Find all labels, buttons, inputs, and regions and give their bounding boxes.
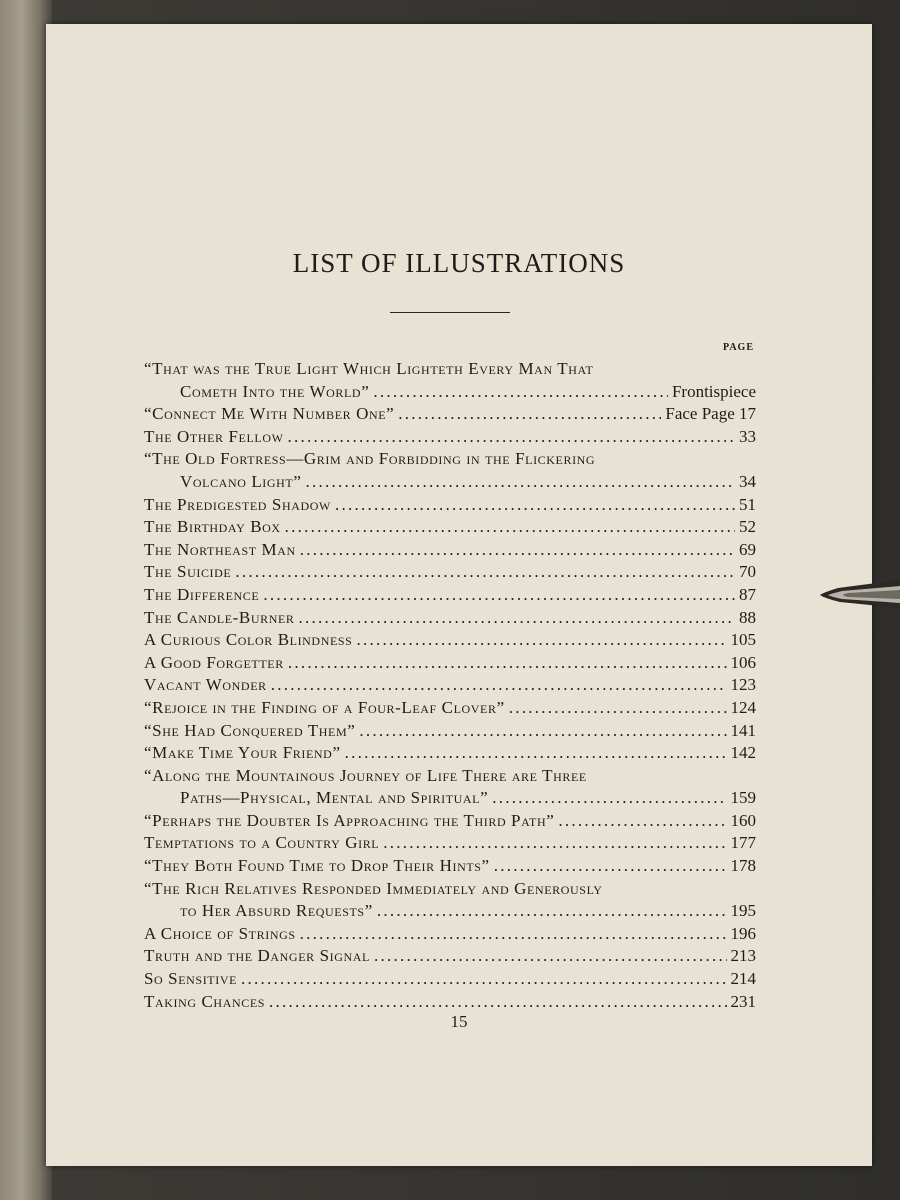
illustration-entry	[144, 426, 756, 449]
illustration-page: 142	[730, 743, 756, 763]
page-column-label: PAGE	[722, 342, 754, 353]
illustrations-list	[144, 358, 756, 1013]
illustration-title: “The Rich Relatives Responded Immediately and Generously	[144, 878, 603, 898]
illustration-entry	[144, 516, 756, 539]
illustration-title: “Perhaps the Doubter Is Approaching the Third Path”	[144, 810, 555, 830]
illustration-title: “That was the True Light Which Lighteth Every Man That	[144, 359, 594, 378]
illustration-title: A Good Forgetter	[144, 652, 284, 672]
illustration-page: 159	[730, 788, 756, 808]
illustration-entry	[144, 720, 756, 743]
dot-leader	[288, 426, 735, 449]
illustration-entry	[144, 832, 756, 855]
illustration-page: 124	[730, 697, 756, 717]
illustration-entry	[144, 810, 756, 833]
dot-leader	[359, 720, 726, 743]
book-page-edges	[0, 0, 52, 1200]
illustration-page: Face Page 17	[665, 404, 756, 424]
illustration-title: A Curious Color Blindness	[144, 630, 353, 650]
illustration-title: The Predigested Shadow	[144, 494, 331, 514]
dot-leader	[285, 516, 735, 539]
illustration-page: 33	[739, 426, 756, 446]
illustration-title: Vacant Wonder	[144, 675, 267, 695]
illustration-entry	[144, 674, 756, 697]
title-divider	[390, 312, 510, 313]
illustration-title: The Suicide	[144, 562, 232, 582]
dot-leader	[299, 607, 736, 630]
illustration-page: 177	[730, 833, 756, 853]
illustration-entry	[144, 494, 756, 517]
illustration-page: 51	[739, 494, 756, 514]
illustration-title: The Difference	[144, 584, 260, 604]
illustration-entry	[144, 945, 756, 968]
illustration-entry	[144, 855, 756, 878]
illustration-entry	[144, 539, 756, 562]
book-page	[46, 24, 872, 1166]
illustration-page: 34	[739, 471, 756, 491]
illustration-entry	[144, 607, 756, 630]
illustration-title: Taking Chances	[144, 991, 266, 1011]
illustration-page: 231	[730, 991, 756, 1011]
dot-leader	[374, 945, 727, 968]
illustration-title: The Candle-Burner	[144, 607, 295, 627]
illustration-entry	[144, 629, 756, 652]
illustration-entry	[144, 448, 756, 471]
illustration-title: The Northeast Man	[144, 539, 296, 559]
illustration-page: 141	[730, 720, 756, 740]
dot-leader	[300, 923, 727, 946]
bookmark-clip-icon	[818, 576, 900, 612]
illustration-title: The Birthday Box	[144, 517, 281, 537]
illustration-entry	[144, 381, 756, 404]
illustration-page: 195	[730, 901, 756, 921]
illustration-entry	[144, 900, 756, 923]
illustration-page: 213	[730, 946, 756, 966]
illustration-title: The Other Fellow	[144, 426, 284, 446]
illustration-page: 214	[730, 969, 756, 989]
illustration-entry	[144, 787, 756, 810]
dot-leader	[300, 539, 735, 562]
dot-leader	[335, 494, 735, 517]
illustration-entry	[144, 968, 756, 991]
illustration-title: “She Had Conquered Them”	[144, 720, 356, 740]
dot-leader	[241, 968, 726, 991]
dot-leader	[288, 652, 727, 675]
illustration-title: Paths—Physical, Mental and Spiritual”	[180, 788, 489, 808]
illustration-entry	[144, 584, 756, 607]
illustration-page: 69	[739, 539, 756, 559]
illustration-entry	[144, 878, 756, 901]
illustration-title: “The Old Fortress—Grim and Forbidding in the Flickering	[144, 449, 596, 469]
illustration-entry	[144, 765, 756, 788]
illustration-page: 178	[730, 856, 756, 876]
illustration-page: Frontispiece	[671, 381, 756, 401]
illustration-page: 160	[730, 810, 756, 830]
illustration-entry	[144, 991, 756, 1014]
page-title: LIST OF ILLUSTRATIONS	[292, 248, 626, 278]
illustration-page: 70	[739, 562, 756, 582]
dot-leader	[263, 584, 735, 607]
illustration-page: 87	[739, 584, 756, 604]
dot-leader	[377, 900, 727, 923]
illustration-entry	[144, 471, 756, 494]
illustration-title: So Sensitive	[144, 969, 238, 989]
illustration-entry	[144, 697, 756, 720]
dot-leader	[494, 855, 727, 878]
illustration-page: 88	[739, 607, 756, 627]
illustration-title: “Rejoice in the Finding of a Four-Leaf Clover”	[144, 697, 505, 717]
illustration-title: “Along the Mountainous Journey of Life There are Three	[144, 765, 587, 785]
illustration-entry	[144, 742, 756, 765]
illustration-entry	[144, 561, 756, 584]
illustration-title: “Make Time Your Friend”	[144, 743, 341, 763]
dot-leader	[356, 629, 726, 652]
dot-leader	[383, 832, 726, 855]
dot-leader	[398, 403, 661, 426]
illustration-title: A Choice of Strings	[144, 923, 296, 943]
illustration-title: Truth and the Danger Signal	[144, 946, 370, 966]
illustration-entry	[144, 358, 756, 381]
illustration-title: Volcano Light”	[180, 471, 302, 491]
dot-leader	[509, 697, 727, 720]
illustration-page: 105	[730, 630, 756, 650]
illustration-page: 52	[739, 517, 756, 537]
dot-leader	[306, 471, 735, 494]
illustration-entry	[144, 403, 756, 426]
page-number: 15	[450, 1012, 468, 1031]
illustration-page: 123	[730, 675, 756, 695]
illustration-page: 106	[730, 652, 756, 672]
illustration-title: Cometh Into the World”	[180, 381, 370, 401]
dot-leader	[271, 674, 727, 697]
dot-leader	[235, 561, 735, 584]
dot-leader	[492, 787, 726, 810]
dot-leader	[558, 810, 726, 833]
dot-leader	[269, 991, 726, 1014]
illustration-title: Temptations to a Country Girl	[144, 833, 380, 853]
illustration-title: “They Both Found Time to Drop Their Hints”	[144, 856, 490, 876]
dot-leader	[373, 381, 668, 404]
illustration-entry	[144, 923, 756, 946]
dot-leader	[345, 742, 727, 765]
illustration-title: to Her Absurd Requests”	[180, 901, 373, 921]
illustration-page: 196	[730, 923, 756, 943]
illustration-title: “Connect Me With Number One”	[144, 404, 395, 424]
illustration-entry	[144, 652, 756, 675]
